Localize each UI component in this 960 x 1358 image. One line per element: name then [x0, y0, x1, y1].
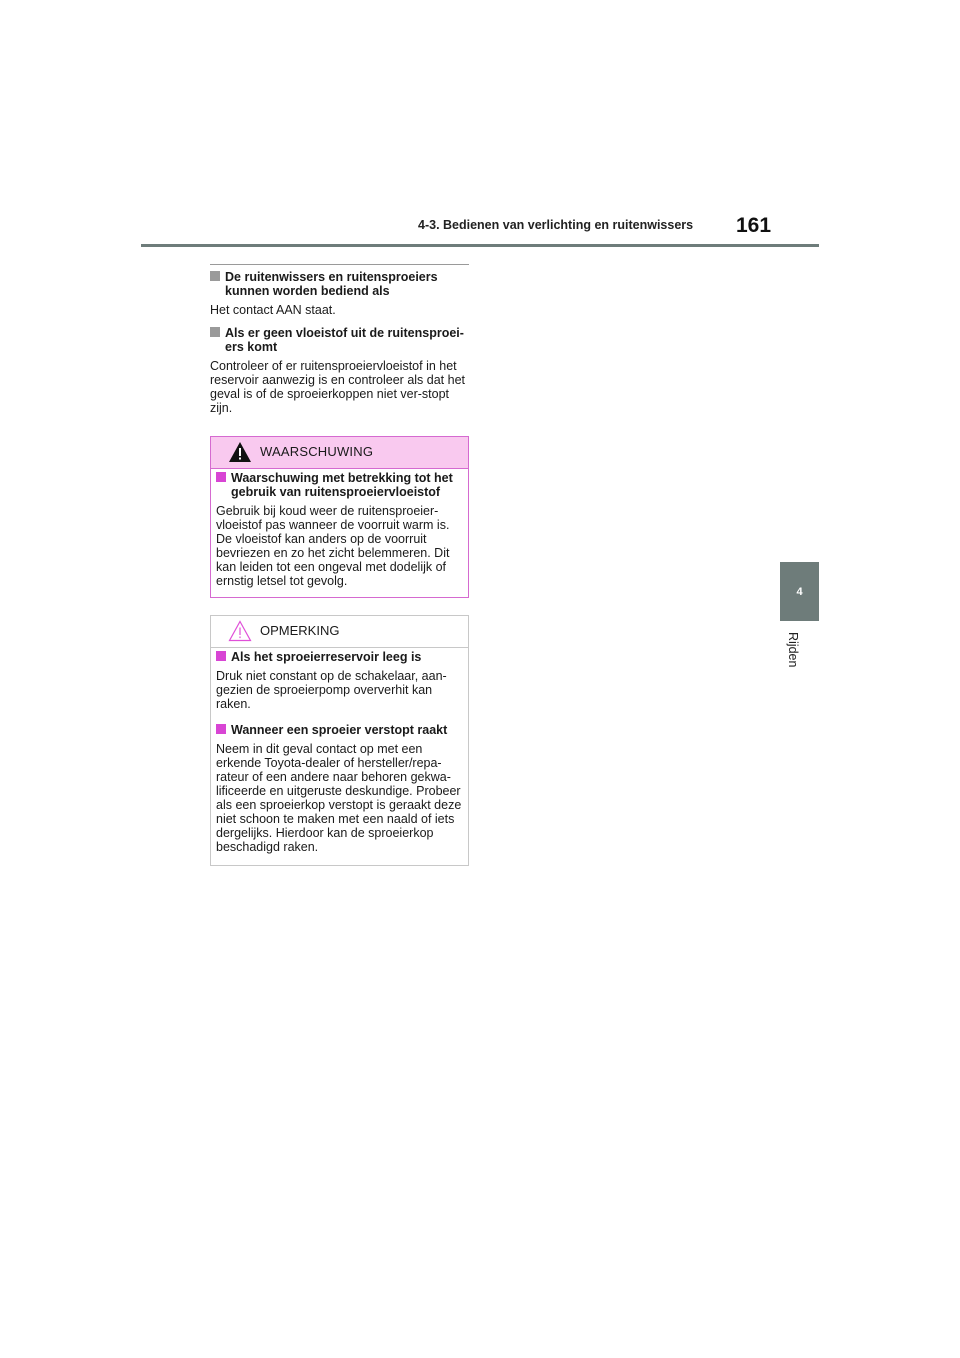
chapter-side-title	[782, 632, 812, 702]
section-1	[210, 270, 469, 317]
warning-title: WAARSCHUWING	[260, 444, 374, 459]
bullet-square-icon	[210, 327, 220, 337]
section-2-heading-text: Als er geen vloeistof uit de ruitensproei-ers komt	[225, 326, 464, 354]
section-1-text: Het contact AAN staat.	[210, 303, 336, 317]
note-item-2-text: Neem in dit geval contact op met een erkende Toyota-dealer of hersteller/repa-rateur of een andere naar behoren gekwa-lificeerde en uitgeruste deskundige. Probeer als een sproeierkop verstopt is geraakt deze niet schoon te maken met een naald of iets dergelijks. Hierdoor kan de sproeierkop beschadigd raken.	[216, 742, 462, 854]
section-divider	[210, 264, 469, 265]
bullet-square-icon	[216, 472, 226, 482]
warning-triangle-icon	[228, 441, 252, 463]
header-divider	[141, 244, 819, 247]
chapter-number: 4	[796, 585, 803, 598]
note-box	[210, 615, 469, 866]
chapter-tab	[780, 562, 819, 621]
warning-heading	[216, 471, 466, 499]
bullet-square-icon	[210, 271, 220, 281]
note-item-2-heading	[216, 723, 466, 737]
warning-content	[216, 471, 466, 588]
warning-heading-text: Waarschuwing met betrekking tot het gebruik van ruitensproeiervloeistof	[231, 471, 453, 499]
chapter-title-text: Rijden	[786, 632, 800, 668]
section-2	[210, 326, 469, 415]
section-1-heading-text: De ruitenwissers en ruitensproeiers kunnen worden bediend als	[225, 270, 438, 298]
bullet-square-icon	[216, 724, 226, 734]
warning-box	[210, 436, 469, 598]
note-item-1-text: Druk niet constant op de schakelaar, aan-gezien de sproeierpomp oververhit kan raken.	[216, 669, 447, 711]
bullet-square-icon	[216, 651, 226, 661]
note-title: OPMERKING	[260, 623, 340, 638]
note-box-header	[211, 616, 468, 648]
section-2-text: Controleer of er ruitensproeiervloeistof in het reservoir aanwezig is en controleer als dat het geval is of de sproeierkoppen niet ver-stopt zijn.	[210, 359, 465, 415]
header-section-title: 4-3. Bedienen van verlichting en ruitenwissers	[418, 218, 694, 232]
caution-triangle-outline-icon	[228, 620, 252, 642]
warning-text: Gebruik bij koud weer de ruitensproeier-vloeistof pas wanneer de voorruit warm is. De vloeistof kan anders op de voorruit bevriezen en zo het zicht belemmeren. Dit kan leiden tot een ongeval met dodelijk of ernstig letsel tot gevolg.	[216, 504, 450, 588]
note-item-2	[216, 723, 466, 854]
section-1-heading	[210, 270, 469, 298]
note-item-1-heading-text: Als het sproeierreservoir leeg is	[231, 650, 422, 664]
section-2-heading	[210, 326, 469, 354]
note-item-1-heading	[216, 650, 466, 664]
page-number: 161	[736, 214, 772, 237]
note-item-2-heading-text: Wanneer een sproeier verstopt raakt	[231, 723, 448, 737]
warning-box-header	[211, 437, 468, 469]
note-item-1	[216, 650, 466, 711]
